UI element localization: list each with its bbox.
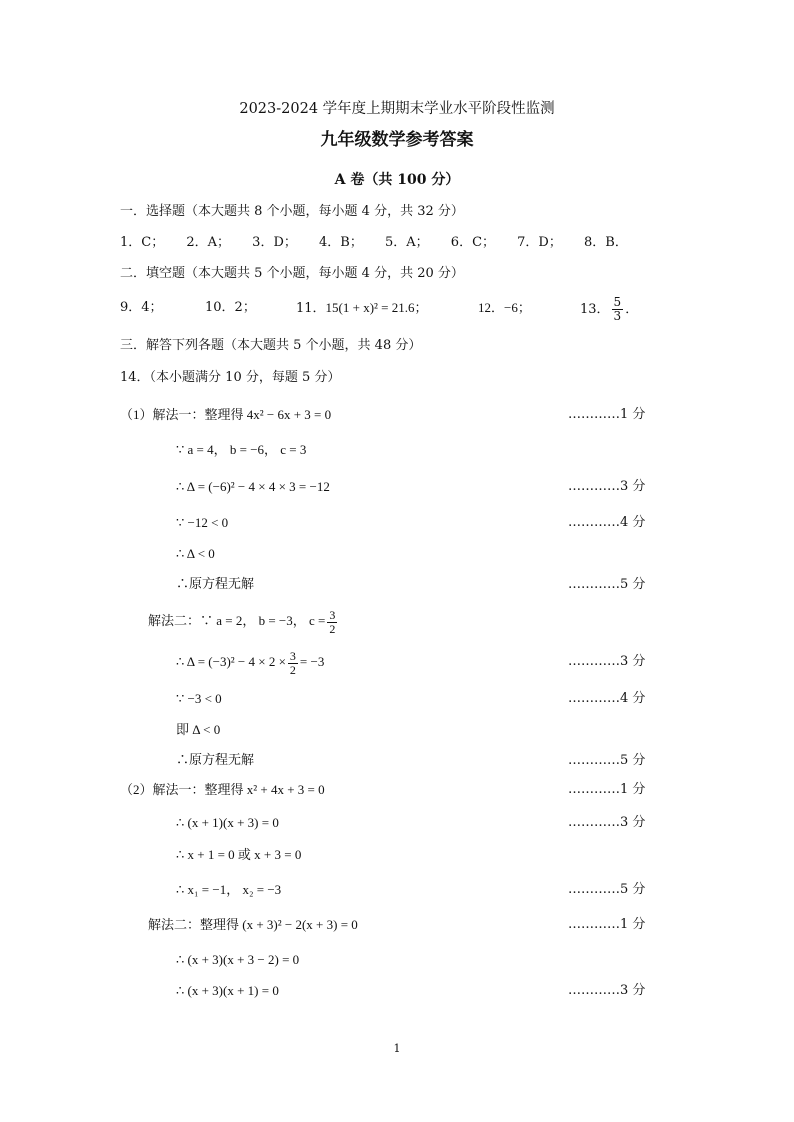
answer-3: 3．D； [252,235,297,250]
part3-heading: 三．解答下列各题（本大题共 5 个小题，共 48 分） [120,338,422,353]
fraction-five-thirds [612,296,624,323]
score-marker: …………5 分 [568,577,646,592]
fill-answer-13-end: ． [625,302,639,317]
answer-7: 7．D； [517,235,562,250]
score-marker: …………4 分 [568,515,646,530]
q2-method1-line4: ∴ x₁ = −1， x₂ = −3 [176,882,282,897]
q1-method2-line2 [176,646,324,678]
q1-method1-line3: ∴ Δ = (−6)² − 4 × 4 × 3 = −12 [176,479,330,494]
fraction-numerator: 3 [329,607,336,622]
fill-answer-11-number: 11． [296,301,326,316]
fill-answer-11 [296,299,428,318]
q1-method2-line1 [148,605,339,637]
q1-method1-line1: （1）解法一：整理得 4x² − 6x + 3 = 0 [120,407,332,422]
part1-answers [120,234,628,252]
q1-method2-line2-result: = −3 [299,654,325,669]
fraction-denominator: 3 [613,309,622,323]
fraction-numerator: 5 [613,295,622,309]
score-marker: …………5 分 [568,882,646,897]
fill-answer-12: 12．−6； [478,300,531,315]
score-marker: …………1 分 [568,782,646,797]
q2-method1-line1: （2）解法一：整理得 x² + 4x + 3 = 0 [120,782,325,797]
score-marker: …………3 分 [568,654,646,669]
answer-1: 1．C； [120,235,165,250]
question-14-heading: 14．（本小题满分 10 分，每题 5 分） [120,370,341,385]
section-title: A 卷（共 100 分） [334,172,460,188]
score-marker: …………3 分 [568,479,646,494]
q1-method1-line5: ∴ Δ < 0 [176,546,215,561]
score-marker: …………1 分 [568,407,646,422]
fill-answer-9: 9．4； [120,300,163,315]
score-marker: …………4 分 [568,691,646,706]
q2-method2-line2: ∴ (x + 3)(x + 3 − 2) = 0 [176,952,300,967]
fill-answer-13 [580,296,638,323]
q2-method2-line3: ∴ (x + 3)(x + 1) = 0 [176,983,279,998]
exam-subtitle: 2023-2024 学年度上期期末学业水平阶段性监测 [239,101,555,117]
fraction-three-halves [288,650,298,677]
score-marker: …………3 分 [568,815,646,830]
q2-method1-line2: ∴ (x + 1)(x + 3) = 0 [176,815,279,830]
fill-answer-13-number: 13． [580,302,610,317]
q1-method1-line2: ∵ a = 4， b = −6， c = 3 [176,442,307,457]
fraction-numerator: 3 [289,648,296,663]
q1-method2-line5: ∴原方程无解 [176,753,255,768]
q1-method1-line6: ∴原方程无解 [176,577,255,592]
part2-heading: 二．填空题（本大题共 5 个小题，每小题 4 分，共 20 分） [120,266,464,281]
q1-method1-line4: ∵ −12 < 0 [176,515,229,530]
score-marker: …………1 分 [568,917,646,932]
answer-8: 8．B． [584,235,628,250]
score-marker: …………5 分 [568,753,646,768]
part1-heading: 一．选择题（本大题共 8 个小题，每小题 4 分，共 32 分） [120,204,464,219]
fraction-denominator: 2 [329,621,336,636]
page-number: 1 [393,1042,401,1055]
q2-method2-line1: 解法二：整理得 (x + 3)² − 2(x + 3) = 0 [148,917,358,932]
page-title: 九年级数学参考答案 [320,130,474,150]
q1-method2-line4: 即 Δ < 0 [176,722,221,737]
answer-6: 6．C； [450,235,496,250]
q2-method1-line3: ∴ x + 1 = 0 或 x + 3 = 0 [176,847,302,862]
score-marker: …………3 分 [568,983,646,998]
q1-method2-line3: ∵ −3 < 0 [176,691,222,706]
fill-answer-11-expr: 15(1 + x)² = 21.6； [325,300,428,315]
q1-method2-line2-text: ∴ Δ = (−3)² − 4 × 2 × [176,654,286,669]
fraction-denominator: 2 [289,662,296,677]
answer-4: 4．B； [319,235,363,250]
fill-answer-10: 10．2； [205,300,256,315]
q1-method2-line1-text: 解法二：∵ a = 2， b = −3， c = [148,613,326,628]
answer-2: 2．A； [186,235,231,250]
fraction-three-halves [327,609,337,636]
answer-5: 5．A； [384,235,429,250]
